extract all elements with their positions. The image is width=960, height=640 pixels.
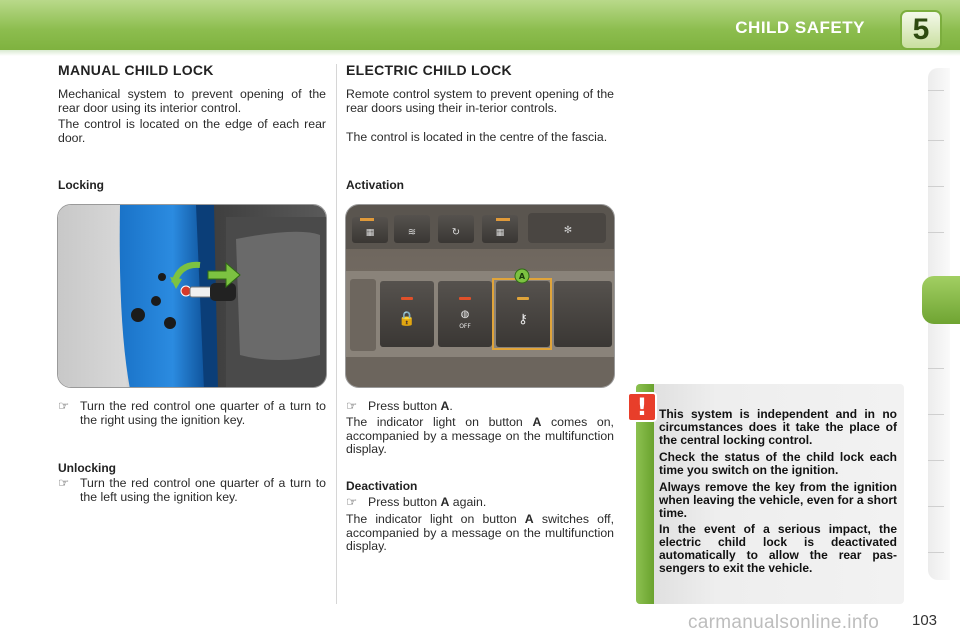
active-chapter-tab[interactable] — [922, 276, 960, 324]
page-header-title: CHILD SAFETY — [735, 18, 865, 37]
activation-note-suffix: comes on, accompanied by a message on the multifunction display. — [346, 415, 614, 456]
locking-step — [58, 400, 326, 427]
svg-text:⚷: ⚷ — [518, 312, 528, 327]
hand-pointer-icon: ☞ — [346, 495, 358, 509]
side-tab-divider — [928, 368, 944, 369]
side-tab-divider — [928, 460, 944, 461]
svg-text:🔒: 🔒 — [398, 311, 416, 327]
warning-paragraph-1: This system is independent and in no circumstances does it take the place of the central locking control. — [659, 407, 897, 447]
manual-child-lock-title: MANUAL CHILD LOCK — [58, 62, 214, 78]
electric-child-lock-title: ELECTRIC CHILD LOCK — [346, 62, 512, 78]
manual-intro-2: The control is located on the edge of each rear door. — [58, 117, 326, 145]
button-a-ref: A — [532, 415, 542, 429]
chapter-side-tabs — [928, 68, 950, 580]
unlocking-step-text: Turn the red control one quarter of a turn to the left using the ignition key. — [80, 476, 326, 504]
hand-pointer-icon: ☞ — [346, 399, 358, 413]
chapter-number-badge: 5 — [900, 10, 942, 50]
warning-paragraph-2: Check the status of the child lock each time you switch on the ignition. — [659, 450, 897, 477]
warning-paragraph-4: In the event of a serious impact, the electric child lock is deactivated automatically to allow the rear pas-sengers to exit the vehicle. — [659, 522, 897, 575]
activation-step-prefix: Press button — [368, 399, 441, 413]
activation-step — [346, 400, 614, 414]
hand-pointer-icon: ☞ — [58, 476, 70, 490]
electric-intro-1: Remote control system to prevent opening of the rear doors using their in-terior controls. — [346, 87, 614, 115]
side-tab-divider — [928, 506, 944, 507]
svg-text:◍: ◍ — [460, 309, 470, 320]
activation-note-prefix: The indicator light on button — [346, 415, 533, 429]
side-tab-divider — [928, 186, 944, 187]
button-a-ref: A — [524, 512, 534, 526]
watermark: carmanualsonline.info — [688, 612, 880, 633]
svg-text:✻: ✻ — [563, 225, 573, 236]
warning-paragraph-3: Always remove the key from the ignition when leaving the vehicle, even for a short time. — [659, 480, 897, 520]
side-tab-divider — [928, 552, 944, 553]
deactivation-step-prefix: Press button — [368, 495, 441, 509]
deactivation-step-suffix: again. — [449, 495, 487, 509]
button-a-ref: A — [440, 399, 450, 413]
column-divider — [336, 64, 337, 604]
door-edge-photo — [57, 204, 327, 388]
svg-text:≋: ≋ — [407, 227, 417, 238]
svg-text:↻: ↻ — [451, 227, 461, 238]
manual-intro-1: Mechanical system to prevent opening of the rear door using its interior control. — [58, 87, 326, 115]
unlocking-subheading: Unlocking — [58, 461, 117, 475]
fascia-controls-photo — [345, 204, 615, 388]
side-tab-divider — [928, 90, 944, 91]
deactivation-note-prefix: The indicator light on button — [346, 512, 525, 526]
side-tab-divider — [928, 414, 944, 415]
activation-note — [346, 416, 614, 457]
locking-subheading: Locking — [58, 178, 105, 192]
deactivation-note — [346, 513, 614, 554]
svg-text:▦: ▦ — [365, 228, 375, 238]
activation-subheading: Activation — [346, 178, 405, 192]
door-illustration — [58, 205, 327, 388]
hand-pointer-icon: ☞ — [58, 399, 70, 413]
button-a-marker-label: A — [518, 272, 526, 281]
side-tab-divider — [928, 140, 944, 141]
deactivation-step — [346, 496, 614, 510]
button-a-ref: A — [440, 495, 450, 509]
unlocking-step — [58, 477, 326, 504]
warning-exclamation-icon: ! — [627, 392, 657, 422]
fascia-illustration — [346, 205, 615, 388]
svg-text:▦: ▦ — [495, 228, 505, 238]
electric-intro-2: The control is located in the centre of the fascia. — [346, 130, 608, 144]
off-label: OFF — [459, 323, 471, 330]
page-number: 103 — [912, 612, 938, 629]
side-tab-divider — [928, 232, 944, 233]
deactivation-note-suffix: switches off, accompanied by a message on the multifunction display. — [346, 512, 614, 553]
activation-step-suffix: . — [449, 399, 453, 413]
locking-step-text: Turn the red control one quarter of a turn to the right using the ignition key. — [80, 399, 326, 427]
deactivation-subheading: Deactivation — [346, 479, 418, 493]
